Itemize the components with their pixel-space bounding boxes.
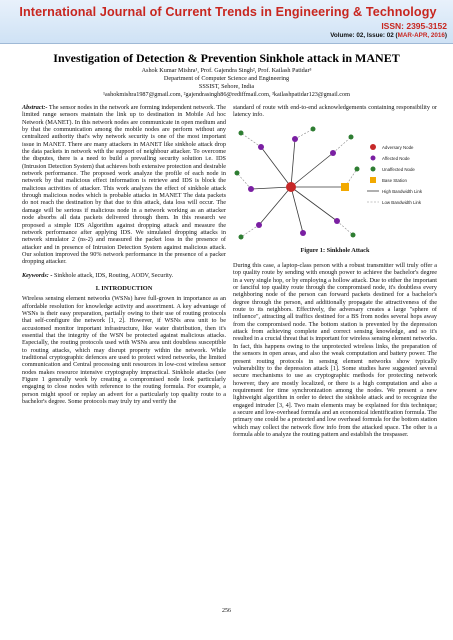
volume-date: MAR-APR, 2016 <box>397 32 445 39</box>
volume-issue <box>330 32 447 39</box>
legend-low-bandwidth: Low Bandwidth Link <box>382 199 422 205</box>
body-paragraph: During this case, a laptop-class person with a robust transmitter will truly offer a top quality route by sending with enough power to achieve the bachelor's degree in a very single hop, or by employing a hollow attack. Due to either the important or fanciful top quality route through the compromised node, it's doubtless every neighboring node of the person can forward packets destined for a bachelor's degree through the person, and additionally propagate the attractiveness of the route to its neighbors. Effectively, the adversary creates a large "sphere of influence", attracting all traffics destined for a BS from nodes several hops away from the compromised node. The bottom station is prevented by the depression attack from achieving complete and correct sensing knowledge, and so it's resulted in a crucial threat that is important for wireless sensing element networks. In fact, this happens owing to the unprotected wireless links, the preparation of the sensors in open areas, and also the weak computation and battery power. The present routing protocols in sensing element networks show typically vulnerability to the depression attack [1]. Some studies have suggested several secure mechanisms to use as cryptographic methods for protecting network however, they are mostly localized, or there is a high computation and also a requirement for time synchronization among the nodes. We present a new lightweight algorithm in order to detect the sinkhole attack and to recognize the engaged intruder [3, 4]. Two main elements may be explained for this technique; a secure and low-overhead formula and an economical identification formula. The primary one could be a protected and low overhead formula for the bottom station which may collect the network flow info from the attacked space. The other is a formula able to analyze the routing pattern and establish the trespasser. <box>233 262 437 438</box>
journal-banner <box>0 0 453 44</box>
legend-base-station: Base Station <box>382 177 407 183</box>
right-column <box>233 104 437 438</box>
legend-high-bandwidth: High Bandwidth Link <box>382 188 423 194</box>
figure-legend <box>367 144 423 205</box>
keywords-text: Sinkhole attack, IDS, Routing, AODV, Security. <box>53 271 174 279</box>
left-column <box>22 104 226 405</box>
author-emails: ¹ashokmishra1987@gmail.com, ²gajendrasingh86@rediffmail.com, ³kailashpatidar123@gmail.com <box>103 91 350 98</box>
figure-caption: Figure 1: Sinkhole Attack <box>300 246 370 254</box>
unaffected-nodes <box>235 126 360 239</box>
keywords <box>22 272 226 279</box>
sinkhole-diagram <box>233 125 437 243</box>
department: Department of Computer Science and Engineering <box>163 75 290 82</box>
volume-suffix: ) <box>444 32 447 39</box>
keywords-label: Keywords: - <box>22 271 53 279</box>
section-heading-introduction: I. INTRODUCTION <box>95 284 153 292</box>
volume-prefix: Volume: 02, Issue: 02 ( <box>330 32 398 39</box>
sinkhole-attack-figure <box>233 125 437 243</box>
adversary-node <box>286 182 296 192</box>
legend-unaffected: Unaffected Node <box>382 166 415 172</box>
journal-title: International Journal of Current Trends in Engineering & Technology <box>19 5 437 19</box>
issn: ISSN: 2395-3152 <box>381 21 447 31</box>
legend-adversary: Adversary Node <box>382 144 414 150</box>
author-list: Ashok Kumar Mishra¹, Prof. Gajendra Singh², Prof. Kailash Patidar³ <box>141 67 312 74</box>
abstract-label: Abstract:- <box>22 104 48 111</box>
introduction-text: Wireless sensing element networks (WSNs) have full-grown in importance as an affordable resolution for knowledge activity and assortment. A key advantage of WSNs is their easy preparation, partially owing to their use of routing protocols that self-configure the network [1, 2]. However, if WSNs area unit to be accustomed monitor important infrastructure, like water distribution, then it's essential that the integrity of the WSN be protected against malicious attacks. Especially, the routing protocols used with WSNs area unit doubtless susceptible to routing attacks, which may disrupt property within the network. While traditional cryptographic defences are used to protect wired networks, the limited communication and Central processing unit resources in low-cost wireless sensor nodes makes resource intensive cryptography impractical. Sinkhole attacks (see Figure 1 generally work by creating a compromised node look particularly engaging to close nodes with reference to the routing formula. For example, a person might spoof or replay an advert for a particularly top quality route to a bachelor's degree. Some protocols may truly try and verify the <box>22 295 226 406</box>
page-number: 256 <box>222 608 231 614</box>
base-station-node <box>341 183 349 191</box>
legend-affected: Affected Node <box>382 155 410 161</box>
paper-title: Investigation of Detection & Prevention Sinkhole attack in MANET <box>53 51 400 65</box>
introduction-continued: standard of route with end-to-end acknowledgements containing responsibility or latency info. <box>233 104 437 119</box>
abstract <box>22 104 226 266</box>
institution: SSSIST, Sehore, India <box>198 83 255 90</box>
abstract-text: The sensor nodes in the network are forming independent network. The limited range sensors maintain the link up to destination in Mobile Ad hoc Network (MANET). In this network nodes are communicate in open medium and by that the communication among the mobile nodes are perform without any centralized authority that's why network security is one of the most important issue in MANET. There are many attackers in MANET like sinkhole attack drop the data packets in network with the support of neighbour attacker. To overcome the disputes, there is a need to build a prevailing security solution i.e. IDS (Intrusion Detection System) that achieves both extensive protection and desirable network performance. The proposed work analyze the profile of each node in network by that malicious effect information is retrieve and IDS is block the malicious activities of attacker. This work analyzes the effect of sinkhole attack through malicious nodes which is probable attacks in MANET The data packets do not reach the destination by that due to this attack, data loss will occur. The damage will be serious if malicious node in a network working as an attacker node absorbs all data packets delivered through them. In this research we proposed a simple IDS Algorithm against dropping attack and measure the network performance after applying IDS. We simulated dropping attacks in network simulator 2 (ns-2) and measured the packet loss in the presence of attacker and in presence of Intrusion Detection System against malicious attack. Our solution improved the 90% network performance in the presence of a packer dropping attacker. <box>22 104 227 266</box>
